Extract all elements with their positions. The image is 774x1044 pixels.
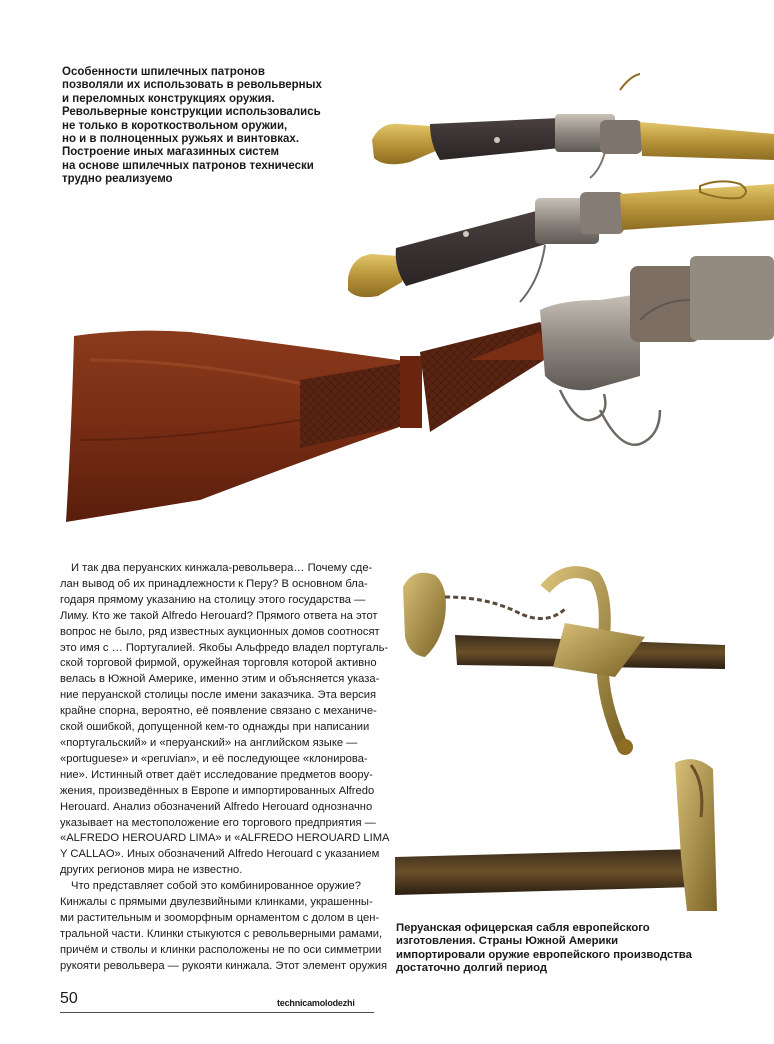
- body-line: жения, произведённых в Европе и импортированных Alfredo: [60, 784, 375, 797]
- body-line: других регионов мира не известно.: [60, 864, 243, 877]
- caption-line: Построение иных магазинных систем: [62, 146, 280, 159]
- body-line: ние». Истинный ответ даёт исследование предметов воору-: [60, 768, 373, 781]
- page-number: 50: [60, 990, 78, 1007]
- pinfire-revolver-top: [372, 74, 774, 178]
- pinfire-rifle: [66, 256, 774, 522]
- body-line: тральной части. Клинки стыкуются с револьверными рамами,: [60, 927, 383, 940]
- body-line: вопрос не было, ряд известных аукционных домов соотносят: [60, 625, 380, 638]
- body-line: И так два перуанских кинжала-револьвера… Почему сде-: [71, 562, 373, 574]
- body-line: причём и стволы и клинки расположены не по оси симметрии: [60, 943, 382, 956]
- saber-lower: [395, 759, 717, 911]
- caption-line: достаточно долгий период: [396, 962, 548, 975]
- body-line: ми растительным и зооморфным орнаментом с долом в цен-: [60, 911, 380, 924]
- body-line: годаря прямому указанию на столицу этого государства —: [60, 593, 366, 606]
- magazine-brand: technicamolodezhi: [277, 998, 355, 1008]
- body-line: Herouard. Анализ обозначений Alfredo Herouard однозначно: [60, 800, 373, 813]
- body-line: Y CALLAO». Иных обозначений Alfredo Herouard с указанием: [60, 848, 380, 861]
- top-photo-caption: [62, 66, 362, 187]
- caption-line: Револьверные конструкции использовались: [62, 106, 321, 119]
- body-line: ской ошибкой, допущенной кем-то однажды при написании: [60, 721, 370, 734]
- body-line: велась в Южной Америке, именно этим и объясняется указа-: [60, 673, 380, 686]
- body-line: лан вывод об их принадлежности к Перу? В основном бла-: [60, 577, 368, 590]
- article-body: [60, 561, 390, 975]
- body-line: крайне спорна, вероятно, её появление связано с механиче-: [60, 705, 377, 718]
- body-line: Что представляет собой это комбинированное оружие?: [71, 880, 361, 893]
- body-line: ние перуанской столицы после имени заказчика. Эта версия: [60, 689, 377, 702]
- footer-divider: [60, 1012, 374, 1013]
- body-line: ской торговой фирмой, оружейная торговля которой активно: [60, 657, 377, 670]
- body-line: «португальский» и «перуанский» на английском языке —: [60, 736, 358, 749]
- peruvian-saber-photo: [395, 557, 774, 912]
- caption-line: на основе шпилечных патронов технически: [62, 159, 314, 172]
- caption-line: импортировали оружие европейского производства: [396, 948, 692, 961]
- body-line: «portuguese» и «peruvian», и её последующее «клонирова-: [60, 752, 368, 765]
- body-line: это имя с … Португалией. Якобы Альфредо владел португаль-: [60, 641, 389, 654]
- body-line: рукояти револьвера — рукояти кинжала. Этот элемент оружия: [60, 959, 388, 972]
- body-line: Кинжалы с прямыми двулезвийными клинками, украшенны-: [60, 896, 373, 909]
- caption-line: и переломных конструкциях оружия.: [62, 92, 275, 105]
- saber-upper: [403, 572, 725, 755]
- body-line: Лиму. Кто же такой Alfredo Herouard? Прямого ответа на этот: [60, 609, 378, 622]
- body-line: «ALFREDO HEROUARD LIMA» и «ALFREDO HEROUARD LIMA: [60, 832, 390, 845]
- caption-line: Особенности шпилечных патронов: [62, 66, 265, 78]
- caption-line: но и в полноценных ружьях и винтовках.: [62, 133, 300, 146]
- caption-line: позволяли их использовать в револьверных: [62, 79, 322, 92]
- caption-line: изготовления. Страны Южной Америки: [396, 935, 619, 948]
- caption-line: трудно реализуемо: [62, 173, 173, 186]
- saber-photo-caption: [396, 922, 736, 976]
- caption-line: Перуанская офицерская сабля европейского: [396, 922, 650, 934]
- body-line: указывает на местоположение его торгового предприятия —: [60, 816, 376, 829]
- caption-line: не только в короткоствольном оружии,: [62, 119, 288, 132]
